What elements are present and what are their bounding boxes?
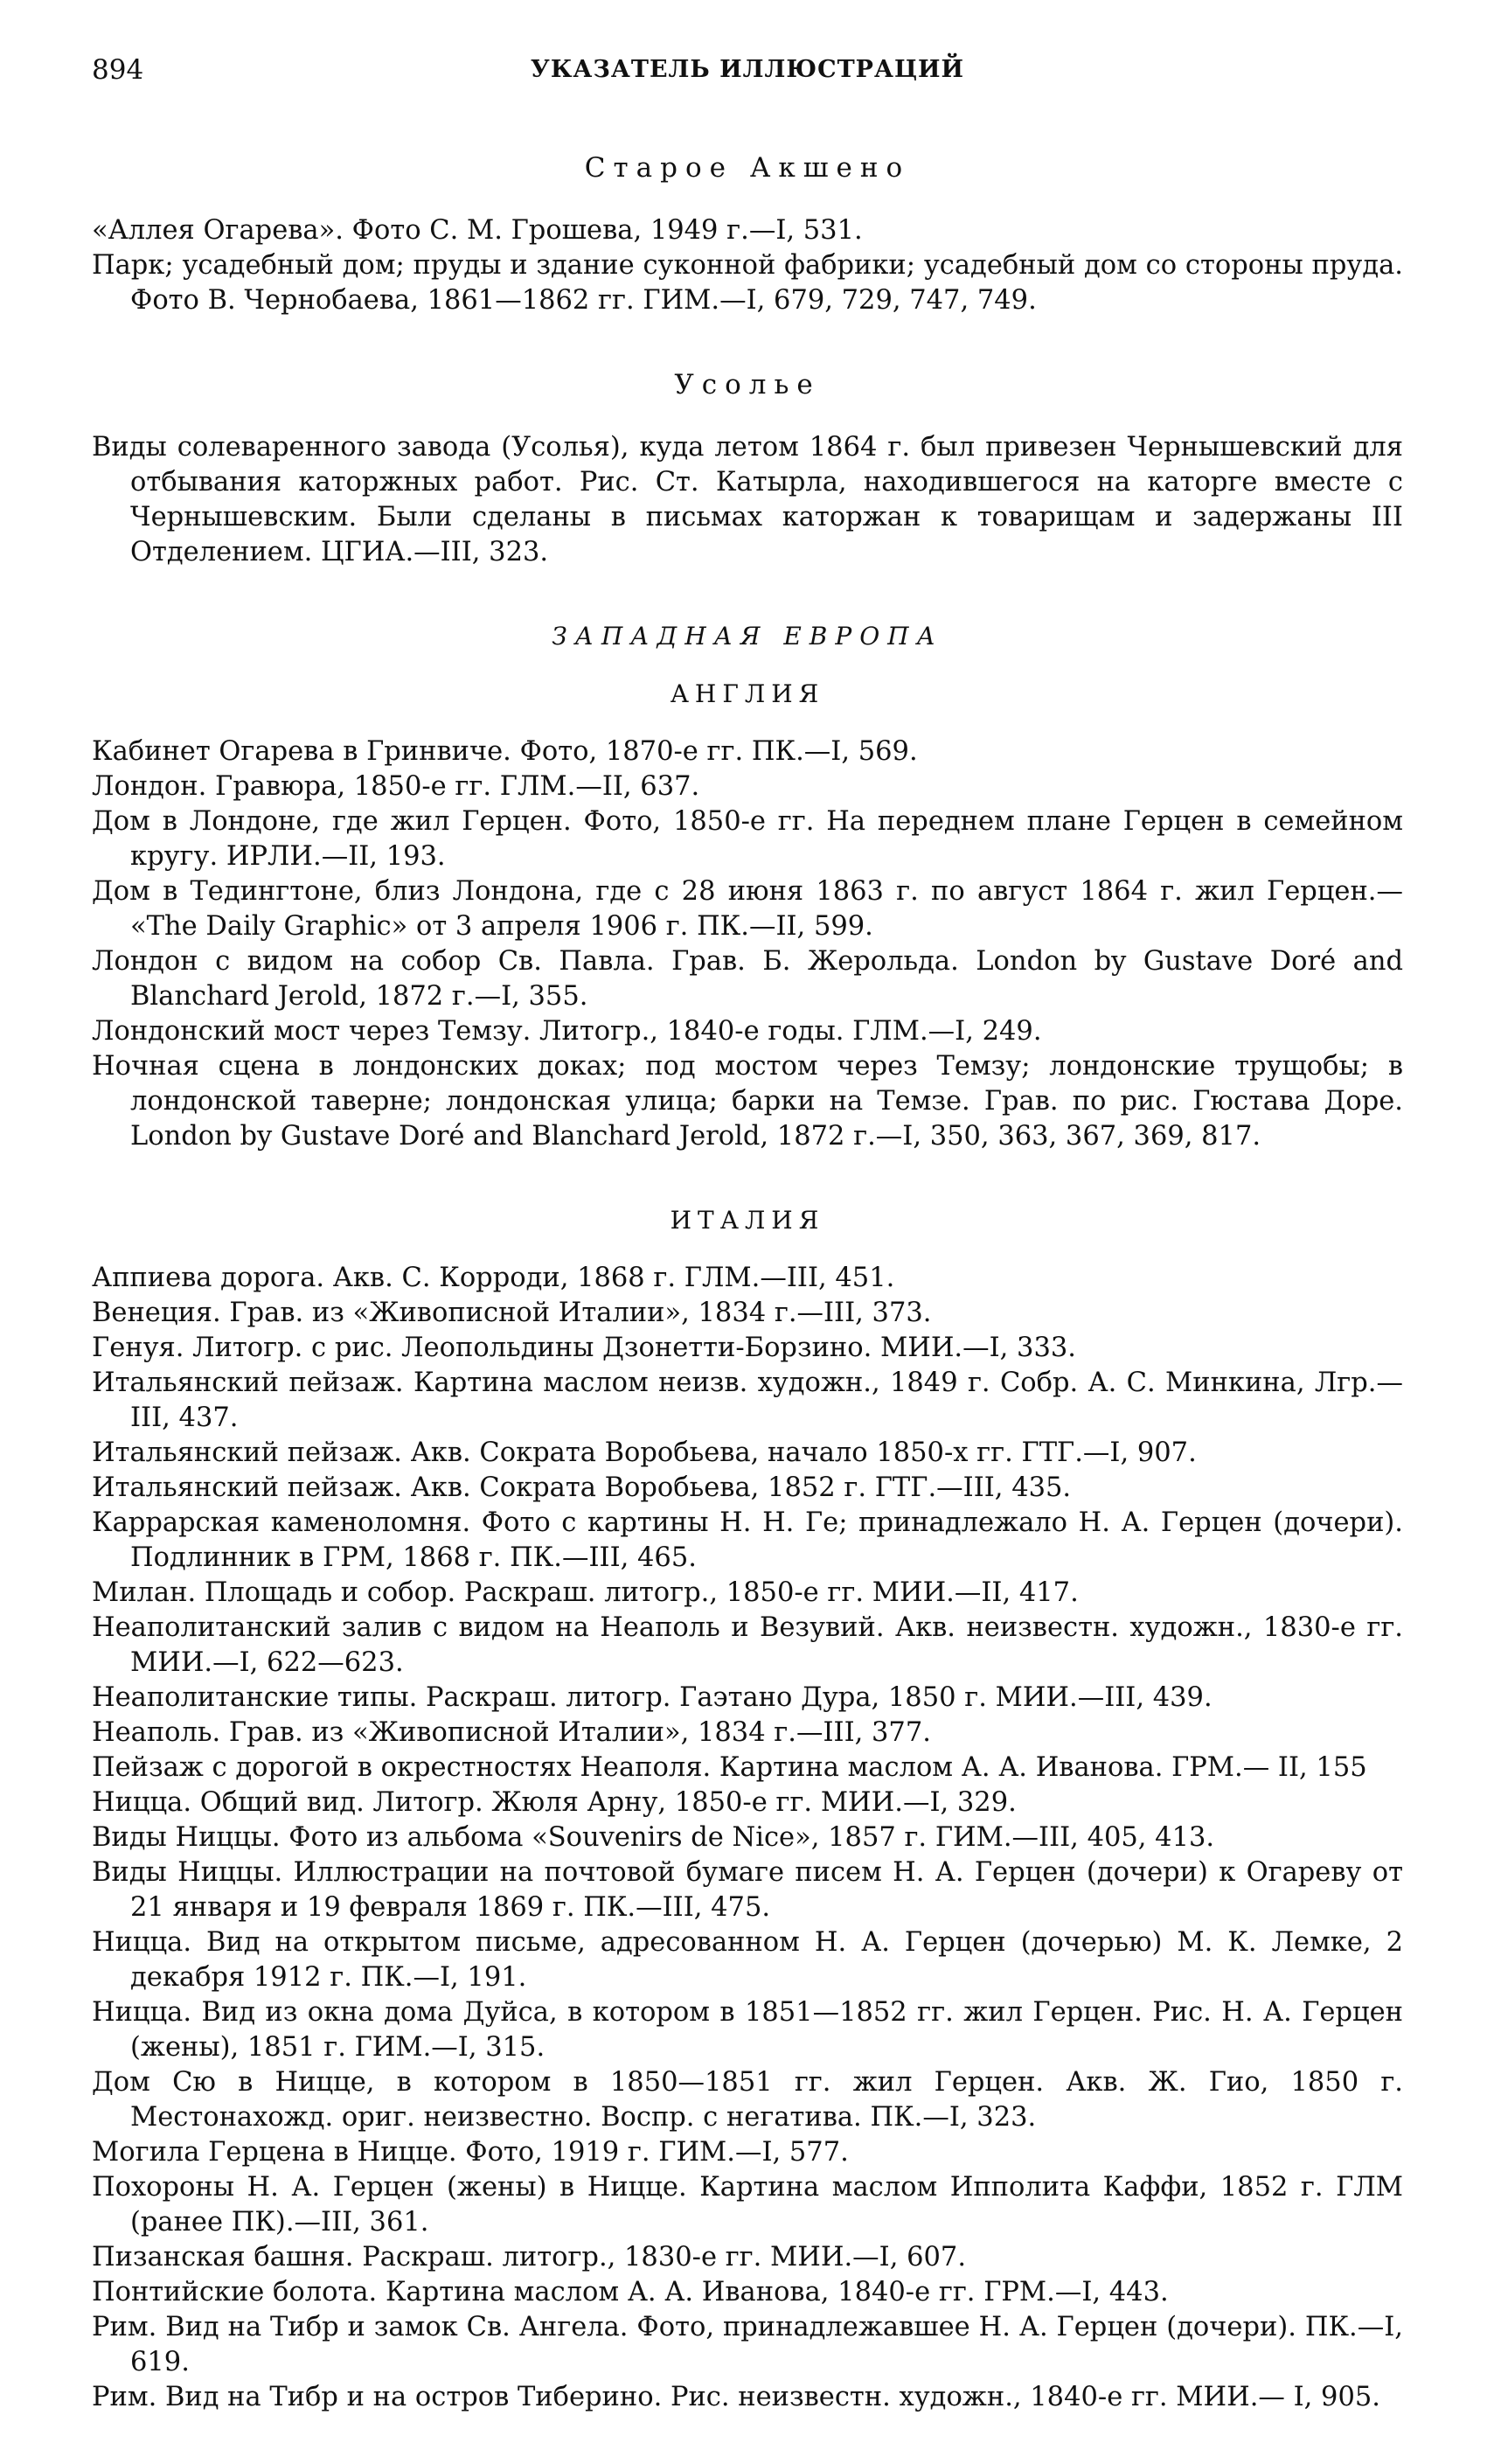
index-entry: Дом в Лондоне, где жил Герцен. Фото, 1850-е гг. На переднем плане Герцен в семейном кругу. ИРЛИ.—II, 193. — [92, 806, 1403, 872]
index-entry: Каррарская каменоломня. Фото с картины Н. Н. Ге; принадлежало Н. А. Герцен (дочери). Подлинник в ГРМ, 1868 г. ПК.—III, 465. — [92, 1507, 1403, 1573]
part-heading: ЗАПАДНАЯ ЕВРОПА — [552, 622, 943, 651]
entry-list — [92, 734, 1403, 1154]
index-entry: Похороны Н. А. Герцен (жены) в Ницце. Картина маслом Ипполита Каффи, 1852 г. ГЛМ (ранее ПК).—III, 361. — [92, 2172, 1403, 2238]
index-entry: Виды Ниццы. Иллюстрации на почтовой бумаге писем Н. А. Герцен (дочери) к Огареву от 21 января и 19 февраля 1869 г. ПК.—III, 475. — [92, 1857, 1403, 1923]
index-entry: Дом в Тедингтоне, близ Лондона, где с 28 июня 1863 г. по август 1864 г. жил Герцен.— «The Daily Graphic» от 3 апреля 1906 г. ПК.—II, 599. — [92, 876, 1403, 942]
index-entry: Виды Ниццы. Фото из альбома «Souvenirs de Nice», 1857 г. ГИМ.—III, 405, 413. — [92, 1822, 1215, 1853]
index-entry: Итальянский пейзаж. Акв. Сократа Воробьева, 1852 г. ГТГ.—III, 435. — [92, 1472, 1072, 1503]
index-entry: Генуя. Литогр. с рис. Леопольдины Дзонетти-Борзино. МИИ.—I, 333. — [92, 1333, 1076, 1363]
index-entry: Ницца. Вид на открытом письме, адресованном Н. А. Герцен (дочерью) М. К. Лемке, 2 декабря 1912 г. ПК.—I, 191. — [92, 1927, 1403, 1993]
country-heading: ИТАЛИЯ — [670, 1206, 825, 1235]
index-entry: Лондонский мост через Темзу. Литогр., 1840-е годы. ГЛМ.—I, 249. — [92, 1016, 1042, 1047]
index-entry: Аппиева дорога. Акв. С. Корроди, 1868 г. ГЛМ.—III, 451. — [92, 1263, 895, 1293]
section-staroe-aksheno — [92, 150, 1403, 318]
country-italy — [92, 1203, 1403, 2415]
index-entry: Могила Герцена в Ницце. Фото, 1919 г. ГИМ.—I, 577. — [92, 2137, 849, 2168]
entry-list — [92, 1261, 1403, 2415]
index-entry: Рим. Вид на Тибр и на остров Тиберино. Рис. неизвестн. художн., 1840-е гг. МИИ.— I, 905. — [92, 2382, 1380, 2412]
index-entry: Рим. Вид на Тибр и замок Св. Ангела. Фото, принадлежавшее Н. А. Герцен (дочери). ПК.—I, 619. — [92, 2312, 1403, 2377]
index-entry: Итальянский пейзаж. Акв. Сократа Воробьева, начало 1850-х гг. ГТГ.—I, 907. — [92, 1437, 1197, 1468]
entry-list — [92, 430, 1403, 570]
entry-list — [92, 213, 1403, 318]
page-content — [92, 150, 1403, 2464]
page-header — [92, 54, 1403, 98]
index-entry: Парк; усадебный дом; пруды и здание суконной фабрики; усадебный дом со стороны пруда. Фото В. Чернобаева, 1861—1862 гг. ГИМ.—I, 679, 729, 747, 749. — [92, 250, 1403, 316]
index-entry: Неаполь. Грав. из «Живописной Италии», 1834 г.—III, 377. — [92, 1717, 931, 1748]
index-entry: Лондон. Гравюра, 1850-е гг. ГЛМ.—II, 637. — [92, 771, 700, 802]
index-entry: Пизанская башня. Раскраш. литогр., 1830-е гг. МИИ.—I, 607. — [92, 2242, 967, 2273]
index-entry: Пейзаж с дорогой в окрестностях Неаполя. Картина маслом А. А. Иванова. ГРМ.— II, 155 — [92, 1752, 1367, 1783]
index-entry: Виды солеваренного завода (Усолья), куда летом 1864 г. был привезен Чернышевский для отбывания каторжных работ. Рис. Ст. Катырла, находившегося на каторге вместе с Чернышевским. Были сделаны в письмах каторжан к товарищам и задержаны III Отделением. ЦГИА.—III, 323. — [92, 432, 1403, 567]
index-entry: Венеция. Грав. из «Живописной Италии», 1834 г.—III, 373. — [92, 1298, 932, 1328]
page-number: 894 — [92, 54, 144, 86]
index-entry: Неаполитанский залив с видом на Неаполь и Везувий. Акв. неизвестн. художн., 1830-е гг. МИИ.—I, 622—623. — [92, 1612, 1403, 1678]
index-entry: Неаполитанские типы. Раскраш. литогр. Гаэтано Дура, 1850 г. МИИ.—III, 439. — [92, 1682, 1213, 1713]
section-usolie — [92, 367, 1403, 570]
index-entry: Понтийские болота. Картина маслом А. А. Иванова, 1840-е гг. ГРМ.—I, 443. — [92, 2277, 1169, 2307]
index-entry: Милан. Площадь и собор. Раскраш. литогр., 1850-е гг. МИИ.—II, 417. — [92, 1577, 1079, 1608]
section-heading: Старое Акшено — [584, 152, 911, 184]
index-entry: Ницца. Вид из окна дома Дуйса, в котором в 1851—1852 гг. жил Герцен. Рис. Н. А. Герцен (жены), 1851 г. ГИМ.—I, 315. — [92, 1997, 1403, 2063]
section-heading: Усолье — [674, 369, 821, 400]
country-england — [92, 677, 1403, 1154]
index-entry: Дом Сю в Ницце, в котором в 1850—1851 гг. жил Герцен. Акв. Ж. Гио, 1850 г. Местонахожд. ориг. неизвестно. Воспр. с негатива. ПК.—I, 323. — [92, 2067, 1403, 2133]
index-entry: «Аллея Огарева». Фото С. М. Грошева, 1949 г.—I, 531. — [92, 215, 863, 246]
running-title: УКАЗАТЕЛЬ ИЛЛЮСТРАЦИЙ — [530, 56, 965, 83]
index-entry: Кабинет Огарева в Гринвиче. Фото, 1870-е гг. ПК.—I, 569. — [92, 736, 918, 767]
country-heading: АНГЛИЯ — [670, 679, 825, 708]
index-entry: Лондон с видом на собор Св. Павла. Грав. Б. Жерольда. London by Gustave Doré and Blanchard Jerold, 1872 г.—I, 355. — [92, 946, 1403, 1012]
index-entry: Ницца. Общий вид. Литогр. Жюля Арну, 1850-е гг. МИИ.—I, 329. — [92, 1787, 1017, 1818]
index-entry: Итальянский пейзаж. Картина маслом неизв. художн., 1849 г. Собр. А. С. Минкина, Лгр.—III, 437. — [92, 1368, 1403, 1433]
index-entry: Ночная сцена в лондонских доках; под мостом через Темзу; лондонские трущобы; в лондонской таверне; лондонская улица; барки на Темзе. Грав. по рис. Гюстава Доре. London by Gustave Doré and Blanchard Jerold, 1872 г.—I, 350, 363, 367, 369, 817. — [92, 1051, 1403, 1152]
